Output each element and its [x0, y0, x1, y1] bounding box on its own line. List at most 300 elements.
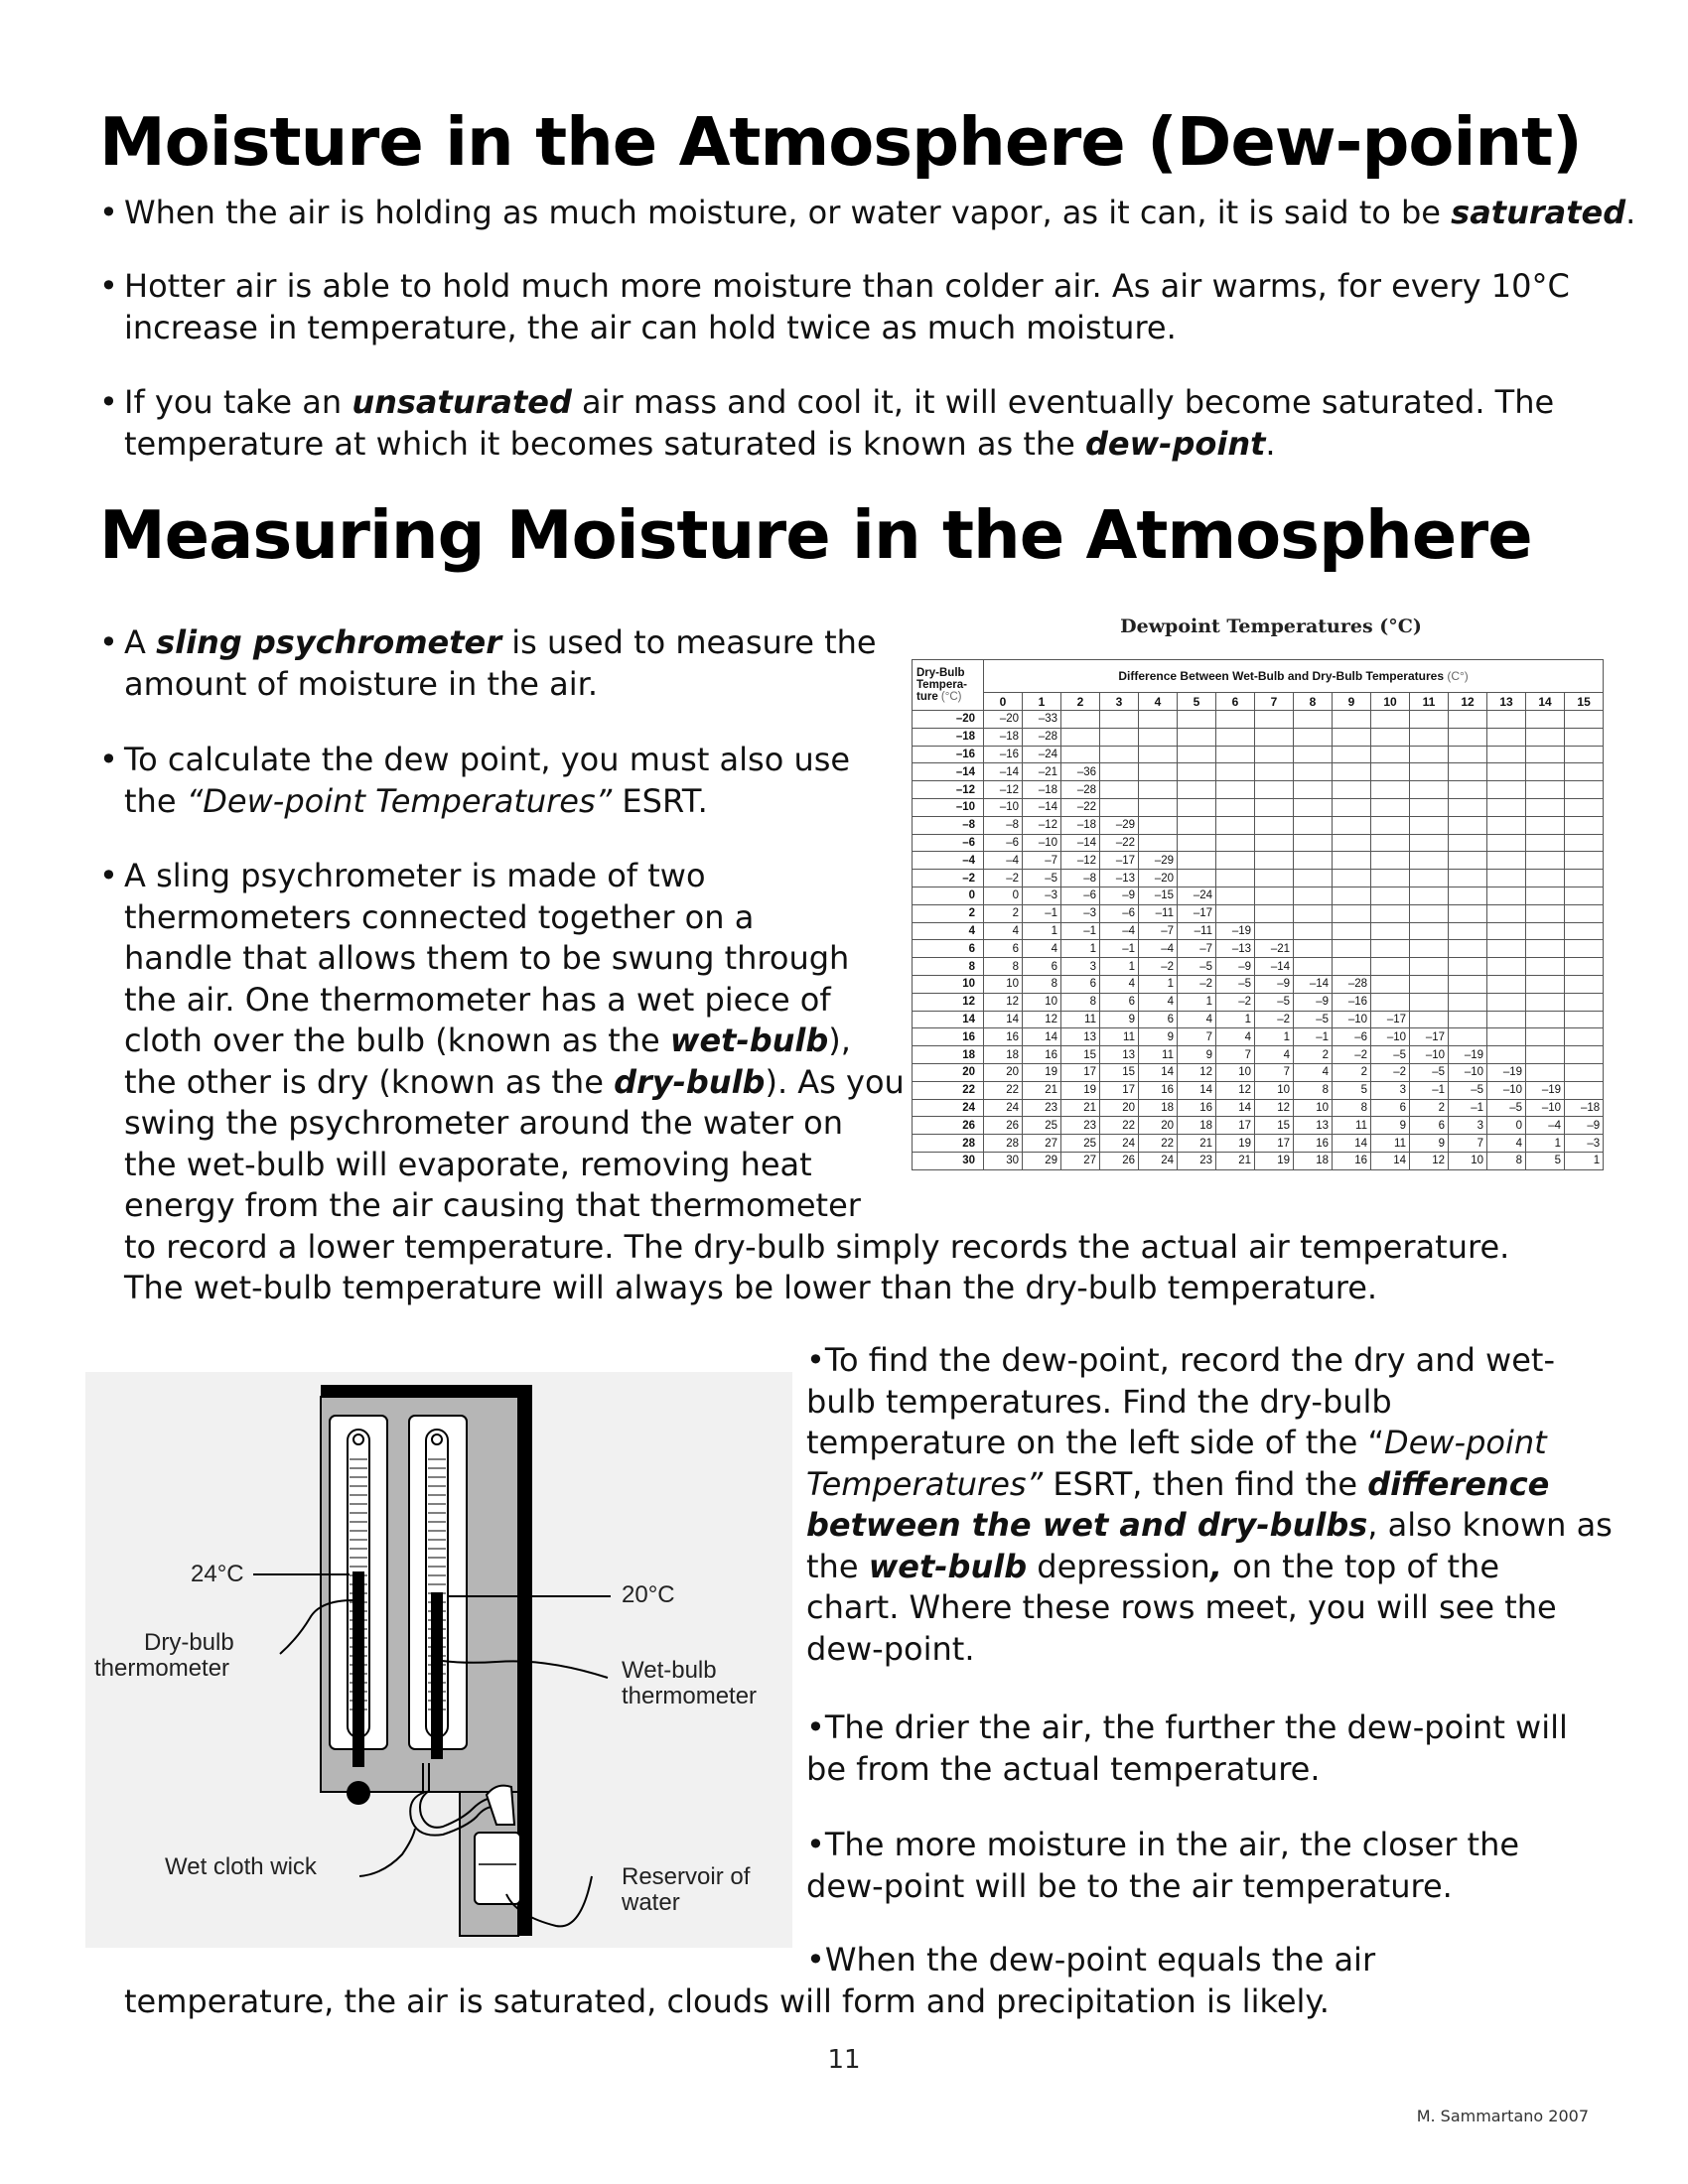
paragraph-more-moisture: •The more moisture in the air, the closer the dew-point will be to the air temperature.	[806, 1826, 1520, 1905]
dewpoint-cell: 10	[1255, 1081, 1294, 1099]
dewpoint-cell: 25	[1061, 1135, 1100, 1153]
difference-column-6: 6	[1216, 693, 1255, 711]
dewpoint-cell: 16	[1139, 1081, 1178, 1099]
bullet-dot: •	[99, 857, 118, 894]
dry-bulb-column-header: Dry-Bulb Tempera- ture (°C)	[913, 660, 984, 711]
bullet-hotter-air: • Hotter air is able to hold much more moisture than colder air. As air warms, for every 10°C increase in temperature, the air can hold twice as much moisture.	[99, 267, 1570, 346]
dewpoint-cell: –14	[1294, 975, 1333, 993]
term-dry-bulb: dry-bulb	[614, 1062, 766, 1101]
dewpoint-cell: –24	[1023, 746, 1061, 763]
dewpoint-cell: –3	[1565, 1135, 1604, 1153]
dewpoint-cell: 10	[984, 975, 1023, 993]
bullet-calculate-dew-point: • To calculate the dew point, you must also use the “Dew-point Temperatures” ESRT.	[99, 741, 851, 820]
dewpoint-cell: –14	[1023, 798, 1061, 816]
dewpoint-cell: 7	[1216, 1046, 1255, 1064]
dry-bulb-value: 26	[913, 1117, 984, 1135]
dewpoint-cell: –2	[1178, 975, 1216, 993]
bullet-dot: •	[99, 383, 118, 421]
dewpoint-cell: 14	[1371, 1152, 1410, 1169]
dewpoint-cell: 1	[1565, 1152, 1604, 1169]
dewpoint-cell: –5	[1449, 1081, 1487, 1099]
dewpoint-cell: 14	[1139, 1063, 1178, 1081]
dry-bulb-value: 22	[913, 1081, 984, 1099]
dewpoint-cell: 22	[1100, 1117, 1139, 1135]
dewpoint-cell: –10	[1526, 1099, 1565, 1117]
dewpoint-cell: 15	[1100, 1063, 1139, 1081]
dewpoint-cell: 19	[1061, 1081, 1100, 1099]
dewpoint-cell: 12	[1023, 1011, 1061, 1028]
dewpoint-cell: –10	[1333, 1011, 1371, 1028]
dewpoint-cell: –9	[1565, 1117, 1604, 1135]
dewpoint-cell: 18	[984, 1046, 1023, 1064]
dewpoint-cell: 7	[1178, 1028, 1216, 1046]
dewpoint-cell: 12	[1216, 1081, 1255, 1099]
dewpoint-cell: 19	[1216, 1135, 1255, 1153]
dewpoint-cell: –12	[984, 781, 1023, 799]
dewpoint-cell: 23	[1023, 1099, 1061, 1117]
dewpoint-cell: 3	[1061, 958, 1100, 976]
dewpoint-cell: –28	[1061, 781, 1100, 799]
dewpoint-cell: –5	[1023, 870, 1061, 887]
dewpoint-cell: 7	[1449, 1135, 1487, 1153]
dewpoint-cell: 1	[1255, 1028, 1294, 1046]
label-24c: 24°C	[191, 1561, 244, 1587]
dewpoint-cell: 16	[1178, 1099, 1216, 1117]
dry-bulb-value: 18	[913, 1046, 984, 1064]
dewpoint-cell: 17	[1255, 1135, 1294, 1153]
dewpoint-cell: 5	[1333, 1081, 1371, 1099]
dewpoint-cell: –10	[1449, 1063, 1487, 1081]
dry-bulb-value: 10	[913, 975, 984, 993]
dewpoint-cell: 0	[1487, 1117, 1526, 1135]
dewpoint-cell: –1	[1410, 1081, 1449, 1099]
dewpoint-cell: –14	[984, 763, 1023, 781]
bullet-psychrometer-description: • A sling psychrometer is made of two thermometers connected together on a handle that allows them to be swung through the air. One thermometer has a wet piece of cloth over the bulb (known as the wet-bulb), the other is dry (known as the dry-bulb). As you swing the psychrometer around the water on the wet-bulb will evaporate, removing heat energy from the air causing that thermometer to record a lower temperature. The dry-bulb simply records the actual air temperature. The wet-bulb temperature will always be lower than the dry-bulb temperature.	[99, 857, 1510, 1306]
dewpoint-cell: 15	[1255, 1117, 1294, 1135]
dewpoint-cell: 4	[984, 922, 1023, 940]
dewpoint-cell: –36	[1061, 763, 1100, 781]
dewpoint-cell: –22	[1061, 798, 1100, 816]
bullet-dot: •	[806, 1826, 825, 1863]
difference-column-3: 3	[1100, 693, 1139, 711]
dewpoint-cell: 22	[984, 1081, 1023, 1099]
dewpoint-cell: –7	[1139, 922, 1178, 940]
dewpoint-cell: –6	[1061, 887, 1100, 904]
dewpoint-cell: 11	[1139, 1046, 1178, 1064]
dewpoint-cell: –21	[1255, 940, 1294, 958]
dry-bulb-value: –12	[913, 781, 984, 799]
dewpoint-cell: 12	[1410, 1152, 1449, 1169]
dry-bulb-thermometer-drawing	[330, 1416, 387, 1805]
dewpoint-cell: 14	[984, 1011, 1023, 1028]
dewpoint-cell: –11	[1178, 922, 1216, 940]
dewpoint-cell: 6	[1100, 993, 1139, 1011]
dewpoint-cell: –1	[1449, 1099, 1487, 1117]
dry-bulb-value: 12	[913, 993, 984, 1011]
dewpoint-cell: 6	[1139, 1011, 1178, 1028]
dewpoint-cell: –4	[1139, 940, 1178, 958]
dewpoint-cell: 4	[1255, 1046, 1294, 1064]
author-credit: M. Sammartano 2007	[1416, 2107, 1589, 2125]
term-dew-point: dew-point	[1085, 424, 1266, 463]
dewpoint-cell: 17	[1061, 1063, 1100, 1081]
dewpoint-cell: –2	[1333, 1046, 1371, 1064]
dewpoint-cell: –3	[1023, 887, 1061, 904]
dewpoint-cell: 29	[1023, 1152, 1061, 1169]
dewpoint-cell: 3	[1449, 1117, 1487, 1135]
dewpoint-cell: –9	[1216, 958, 1255, 976]
dewpoint-cell: –11	[1139, 904, 1178, 922]
difference-column-12: 12	[1449, 693, 1487, 711]
dewpoint-cell: –4	[1100, 922, 1139, 940]
term-unsaturated: unsaturated	[352, 383, 572, 421]
dewpoint-cell: –18	[1023, 781, 1061, 799]
dewpoint-cell: 0	[984, 887, 1023, 904]
dewpoint-cell: –2	[1216, 993, 1255, 1011]
dewpoint-cell: 10	[1023, 993, 1061, 1011]
paragraph-drier-air: •The drier the air, the further the dew-point will be from the actual temperature.	[806, 1708, 1568, 1788]
bullet-sling-psychrometer: • A sling psychrometer is used to measure the amount of moisture in the air.	[99, 623, 877, 703]
dewpoint-cell: 26	[1100, 1152, 1139, 1169]
dewpoint-cell: –5	[1294, 1011, 1333, 1028]
dewpoint-cell: 4	[1139, 993, 1178, 1011]
difference-column-15: 15	[1565, 693, 1604, 711]
dewpoint-cell: –5	[1410, 1063, 1449, 1081]
dewpoint-cell: 19	[1023, 1063, 1061, 1081]
dewpoint-cell: 10	[1216, 1063, 1255, 1081]
dewpoint-cell: 1	[1526, 1135, 1565, 1153]
dewpoint-cell: 20	[1139, 1117, 1178, 1135]
dewpoint-cell: 7	[1255, 1063, 1294, 1081]
dewpoint-cell: –1	[1061, 922, 1100, 940]
dewpoint-cell: 30	[984, 1152, 1023, 1169]
dewpoint-cell: 4	[1487, 1135, 1526, 1153]
dewpoint-cell: 20	[984, 1063, 1023, 1081]
dewpoint-cell: –8	[1061, 870, 1100, 887]
dewpoint-cell: 11	[1100, 1028, 1139, 1046]
term-esrt-name: “Dew-point Temperatures”	[186, 781, 613, 820]
dewpoint-cell: –2	[1255, 1011, 1294, 1028]
term-wet-bulb: wet-bulb	[669, 1022, 829, 1059]
difference-column-4: 4	[1139, 693, 1178, 711]
dewpoint-cell: 18	[1178, 1117, 1216, 1135]
difference-column-10: 10	[1371, 693, 1410, 711]
dewpoint-cell: –4	[984, 852, 1023, 870]
dewpoint-cell: –29	[1100, 816, 1139, 834]
dewpoint-cell: –17	[1178, 904, 1216, 922]
dry-bulb-value: 14	[913, 1011, 984, 1028]
dewpoint-cell: 9	[1410, 1135, 1449, 1153]
dewpoint-cell: –19	[1526, 1081, 1565, 1099]
dewpoint-cell: 10	[1294, 1099, 1333, 1117]
difference-column-2: 2	[1061, 693, 1100, 711]
dewpoint-cell: 27	[1061, 1152, 1100, 1169]
dewpoint-cell: –12	[1061, 852, 1100, 870]
dewpoint-cell: –10	[1023, 834, 1061, 852]
dewpoint-cell: –18	[1565, 1099, 1604, 1117]
dewpoint-cell: 27	[1023, 1135, 1061, 1153]
dewpoint-cell: 6	[1061, 975, 1100, 993]
dewpoint-cell: 6	[1023, 958, 1061, 976]
dewpoint-cell: 23	[1178, 1152, 1216, 1169]
bullet-dot: •	[99, 623, 118, 661]
dry-bulb-value: 20	[913, 1063, 984, 1081]
dry-bulb-value: 8	[913, 958, 984, 976]
dewpoint-cell: 1	[1023, 922, 1061, 940]
dry-bulb-value: –8	[913, 816, 984, 834]
dewpoint-cell: 12	[1178, 1063, 1216, 1081]
dewpoint-cell: 3	[1371, 1081, 1410, 1099]
dewpoint-cell: –13	[1216, 940, 1255, 958]
dewpoint-cell: 15	[1061, 1046, 1100, 1064]
dewpoint-cell: 2	[1294, 1046, 1333, 1064]
term-between-wet-dry: between the wet and dry-bulbs	[806, 1506, 1368, 1544]
dewpoint-cell: –17	[1100, 852, 1139, 870]
dewpoint-cell: –14	[1255, 958, 1294, 976]
dewpoint-cell: 14	[1023, 1028, 1061, 1046]
dewpoint-cell: 8	[1487, 1152, 1526, 1169]
dewpoint-cell: 14	[1216, 1099, 1255, 1117]
dewpoint-cell: 24	[1100, 1135, 1139, 1153]
dewpoint-cell: 1	[1139, 975, 1178, 993]
dewpoint-cell: –10	[1371, 1028, 1410, 1046]
dewpoint-cell: 21	[1023, 1081, 1061, 1099]
dewpoint-cell: –20	[1139, 870, 1178, 887]
section-title-dew-point: Moisture in the Atmosphere (Dew-point)	[99, 103, 1582, 181]
bullet-saturated: • When the air is holding as much moisture, or water vapor, as it can, it is said to be saturated.	[124, 193, 1635, 234]
section-title-measuring: Measuring Moisture in the Atmosphere	[99, 496, 1532, 574]
dewpoint-cell: 28	[984, 1135, 1023, 1153]
dry-bulb-value: 30	[913, 1152, 984, 1169]
dry-bulb-value: –4	[913, 852, 984, 870]
dewpoint-cell: 18	[1294, 1152, 1333, 1169]
dewpoint-cell: –6	[1333, 1028, 1371, 1046]
dewpoint-cell: –15	[1139, 887, 1178, 904]
dewpoint-cell: 24	[984, 1099, 1023, 1117]
dry-bulb-value: –10	[913, 798, 984, 816]
dewpoint-cell: –2	[1371, 1063, 1410, 1081]
dewpoint-cell: 4	[1294, 1063, 1333, 1081]
term-saturated: saturated	[1451, 194, 1626, 231]
dewpoint-cell: 24	[1139, 1152, 1178, 1169]
dewpoint-cell: –29	[1139, 852, 1178, 870]
bullet-dot: •	[806, 1708, 825, 1746]
dewpoint-cell: –12	[1023, 816, 1061, 834]
dry-bulb-value: –18	[913, 728, 984, 746]
dewpoint-cell: 19	[1255, 1152, 1294, 1169]
label-wet-bulb-thermometer: thermometer	[622, 1683, 758, 1709]
dewpoint-cell: –1	[1294, 1028, 1333, 1046]
dewpoint-cell: 9	[1139, 1028, 1178, 1046]
dry-bulb-value: 28	[913, 1135, 984, 1153]
term-wet-bulb-depression: wet-bulb	[868, 1547, 1028, 1585]
dewpoint-cell: 8	[1294, 1081, 1333, 1099]
dewpoint-cell: –10	[984, 798, 1023, 816]
dewpoint-cell: –9	[1294, 993, 1333, 1011]
wet-bulb-thermometer-drawing	[409, 1416, 467, 1759]
dewpoint-cell: –33	[1023, 711, 1061, 729]
dewpoint-cell: –6	[984, 834, 1023, 852]
page-number: 11	[827, 2045, 861, 2075]
difference-column-1: 1	[1023, 693, 1061, 711]
dewpoint-cell: 14	[1333, 1135, 1371, 1153]
difference-column-11: 11	[1410, 693, 1449, 711]
difference-column-14: 14	[1526, 693, 1565, 711]
dewpoint-cell: 16	[1294, 1135, 1333, 1153]
dewpoint-cell: 16	[1023, 1046, 1061, 1064]
dewpoint-cell: 13	[1061, 1028, 1100, 1046]
dewpoint-cell: –17	[1410, 1028, 1449, 1046]
dewpoint-cell: 1	[1216, 1011, 1255, 1028]
dewpoint-cell: –14	[1061, 834, 1100, 852]
bullet-dot: •	[99, 267, 118, 305]
dewpoint-cell: 20	[1100, 1099, 1139, 1117]
dry-bulb-value: –20	[913, 711, 984, 729]
dewpoint-cell: 12	[984, 993, 1023, 1011]
dewpoint-cell: 17	[1216, 1117, 1255, 1135]
difference-column-5: 5	[1178, 693, 1216, 711]
dewpoint-cell: 5	[1526, 1152, 1565, 1169]
dry-bulb-value: 4	[913, 922, 984, 940]
dewpoint-cell: 4	[1216, 1028, 1255, 1046]
bullet-unsaturated: • If you take an unsaturated air mass and cool it, it will eventually become saturated. The temperature at which it becomes saturated is known as the dew-point.	[99, 383, 1555, 463]
dewpoint-cell: –8	[984, 816, 1023, 834]
dewpoint-cell: 21	[1061, 1099, 1100, 1117]
dewpoint-cell: –7	[1023, 852, 1061, 870]
dewpoint-cell: –2	[1139, 958, 1178, 976]
dewpoint-cell: 23	[1061, 1117, 1100, 1135]
difference-column-9: 9	[1333, 693, 1371, 711]
dewpoint-cell: –3	[1061, 904, 1100, 922]
dewpoint-cell: –19	[1449, 1046, 1487, 1064]
dewpoint-cell: –5	[1255, 993, 1294, 1011]
dewpoint-cell: –20	[984, 711, 1023, 729]
dewpoint-cell: 6	[984, 940, 1023, 958]
dry-bulb-value: –6	[913, 834, 984, 852]
dewpoint-table-caption: Dewpoint Temperatures (°C)	[1120, 615, 1422, 637]
term-sling-psychrometer: sling psychrometer	[156, 623, 502, 661]
dewpoint-cell: 8	[1333, 1099, 1371, 1117]
bullet-dot: •	[806, 1341, 825, 1379]
dewpoint-cell: 10	[1449, 1152, 1487, 1169]
label-20c: 20°C	[622, 1581, 675, 1608]
dry-bulb-value: 0	[913, 887, 984, 904]
dewpoint-cell: 25	[1023, 1117, 1061, 1135]
dewpoint-cell: –28	[1023, 728, 1061, 746]
difference-header: Difference Between Wet-Bulb and Dry-Bulb Temperatures (C°)	[984, 660, 1604, 693]
dewpoint-cell: –1	[1100, 940, 1139, 958]
dewpoint-cell: –5	[1178, 958, 1216, 976]
dewpoint-cell: 13	[1100, 1046, 1139, 1064]
dry-bulb-value: –16	[913, 746, 984, 763]
dewpoint-cell: 12	[1255, 1099, 1294, 1117]
dry-bulb-value: –2	[913, 870, 984, 887]
dewpoint-cell: –19	[1487, 1063, 1526, 1081]
dewpoint-cell: –9	[1100, 887, 1139, 904]
dry-bulb-value: 2	[913, 904, 984, 922]
bullet-dot: •	[806, 1941, 825, 1979]
dewpoint-cell: 9	[1178, 1046, 1216, 1064]
dewpoint-cell: 11	[1371, 1135, 1410, 1153]
dewpoint-cell: 8	[1023, 975, 1061, 993]
dewpoint-cell: 22	[1139, 1135, 1178, 1153]
dewpoint-cell: 26	[984, 1117, 1023, 1135]
dry-bulb-value: 16	[913, 1028, 984, 1046]
dewpoint-cell: –24	[1178, 887, 1216, 904]
dewpoint-cell: 14	[1178, 1081, 1216, 1099]
bullet-dot: •	[99, 741, 118, 778]
difference-column-0: 0	[984, 693, 1023, 711]
dewpoint-cell: –18	[1061, 816, 1100, 834]
label-wet-cloth-wick: Wet cloth wick	[165, 1853, 317, 1880]
dewpoint-cell: –16	[1333, 993, 1371, 1011]
dewpoint-cell: 9	[1371, 1117, 1410, 1135]
dewpoint-cell: –5	[1487, 1099, 1526, 1117]
dewpoint-cell: 11	[1333, 1117, 1371, 1135]
dry-bulb-value: 24	[913, 1099, 984, 1117]
difference-column-8: 8	[1294, 693, 1333, 711]
label-dry-bulb-thermometer: thermometer	[94, 1655, 230, 1682]
dewpoint-cell: 16	[1333, 1152, 1371, 1169]
dewpoint-cell: 4	[1178, 1011, 1216, 1028]
dewpoint-cell: –2	[984, 870, 1023, 887]
difference-column-7: 7	[1255, 693, 1294, 711]
dewpoint-cell: 16	[984, 1028, 1023, 1046]
dewpoint-cell: 6	[1371, 1099, 1410, 1117]
dewpoint-cell: 2	[1333, 1063, 1371, 1081]
dewpoint-cell: 4	[1100, 975, 1139, 993]
dewpoint-cell: –19	[1216, 922, 1255, 940]
dewpoint-cell: 1	[1178, 993, 1216, 1011]
label-dry-bulb: Dry-bulb	[144, 1629, 234, 1656]
dry-bulb-value: 6	[913, 940, 984, 958]
dewpoint-cell: 8	[984, 958, 1023, 976]
bullet-dot: •	[99, 194, 118, 231]
dewpoint-cell: –28	[1333, 975, 1371, 993]
dewpoint-cell: 18	[1139, 1099, 1178, 1117]
term-difference: difference	[1367, 1464, 1550, 1503]
dewpoint-cell: –18	[984, 728, 1023, 746]
dewpoint-cell: –6	[1100, 904, 1139, 922]
dewpoint-cell: 2	[984, 904, 1023, 922]
dry-bulb-value: –14	[913, 763, 984, 781]
dewpoint-cell: 17	[1100, 1081, 1139, 1099]
label-wet-bulb: Wet-bulb	[622, 1657, 717, 1684]
dewpoint-cell: 1	[1100, 958, 1139, 976]
label-reservoir: Reservoir of	[622, 1863, 751, 1890]
dewpoint-cell: 6	[1410, 1117, 1449, 1135]
dewpoint-cell: 21	[1216, 1152, 1255, 1169]
dewpoint-cell: 4	[1023, 940, 1061, 958]
dewpoint-cell: –21	[1023, 763, 1061, 781]
dewpoint-cell: 9	[1100, 1011, 1139, 1028]
dewpoint-cell: 11	[1061, 1011, 1100, 1028]
dewpoint-cell: –4	[1526, 1117, 1565, 1135]
dewpoint-cell: 13	[1294, 1117, 1333, 1135]
dewpoint-cell: –1	[1023, 904, 1061, 922]
dewpoint-cell: –7	[1178, 940, 1216, 958]
dewpoint-cell: –5	[1216, 975, 1255, 993]
paragraph-find-dew-point: •To find the dew-point, record the dry and wet- bulb temperatures. Find the dry-bulb temperature on the left side of the “Dew-point Temperatures” ESRT, then find the difference between the wet and dry-bulbs, also known as the wet-bulb depression, on the top of the chart. Where these rows meet, you will see the dew-point.	[806, 1341, 1613, 1668]
dewpoint-cell: –17	[1371, 1011, 1410, 1028]
difference-column-13: 13	[1487, 693, 1526, 711]
dewpoint-cell: 8	[1061, 993, 1100, 1011]
label-water: water	[622, 1889, 680, 1916]
dewpoint-cell: –16	[984, 746, 1023, 763]
dewpoint-cell: 1	[1061, 940, 1100, 958]
dewpoint-cell: –13	[1100, 870, 1139, 887]
dewpoint-cell: –10	[1410, 1046, 1449, 1064]
